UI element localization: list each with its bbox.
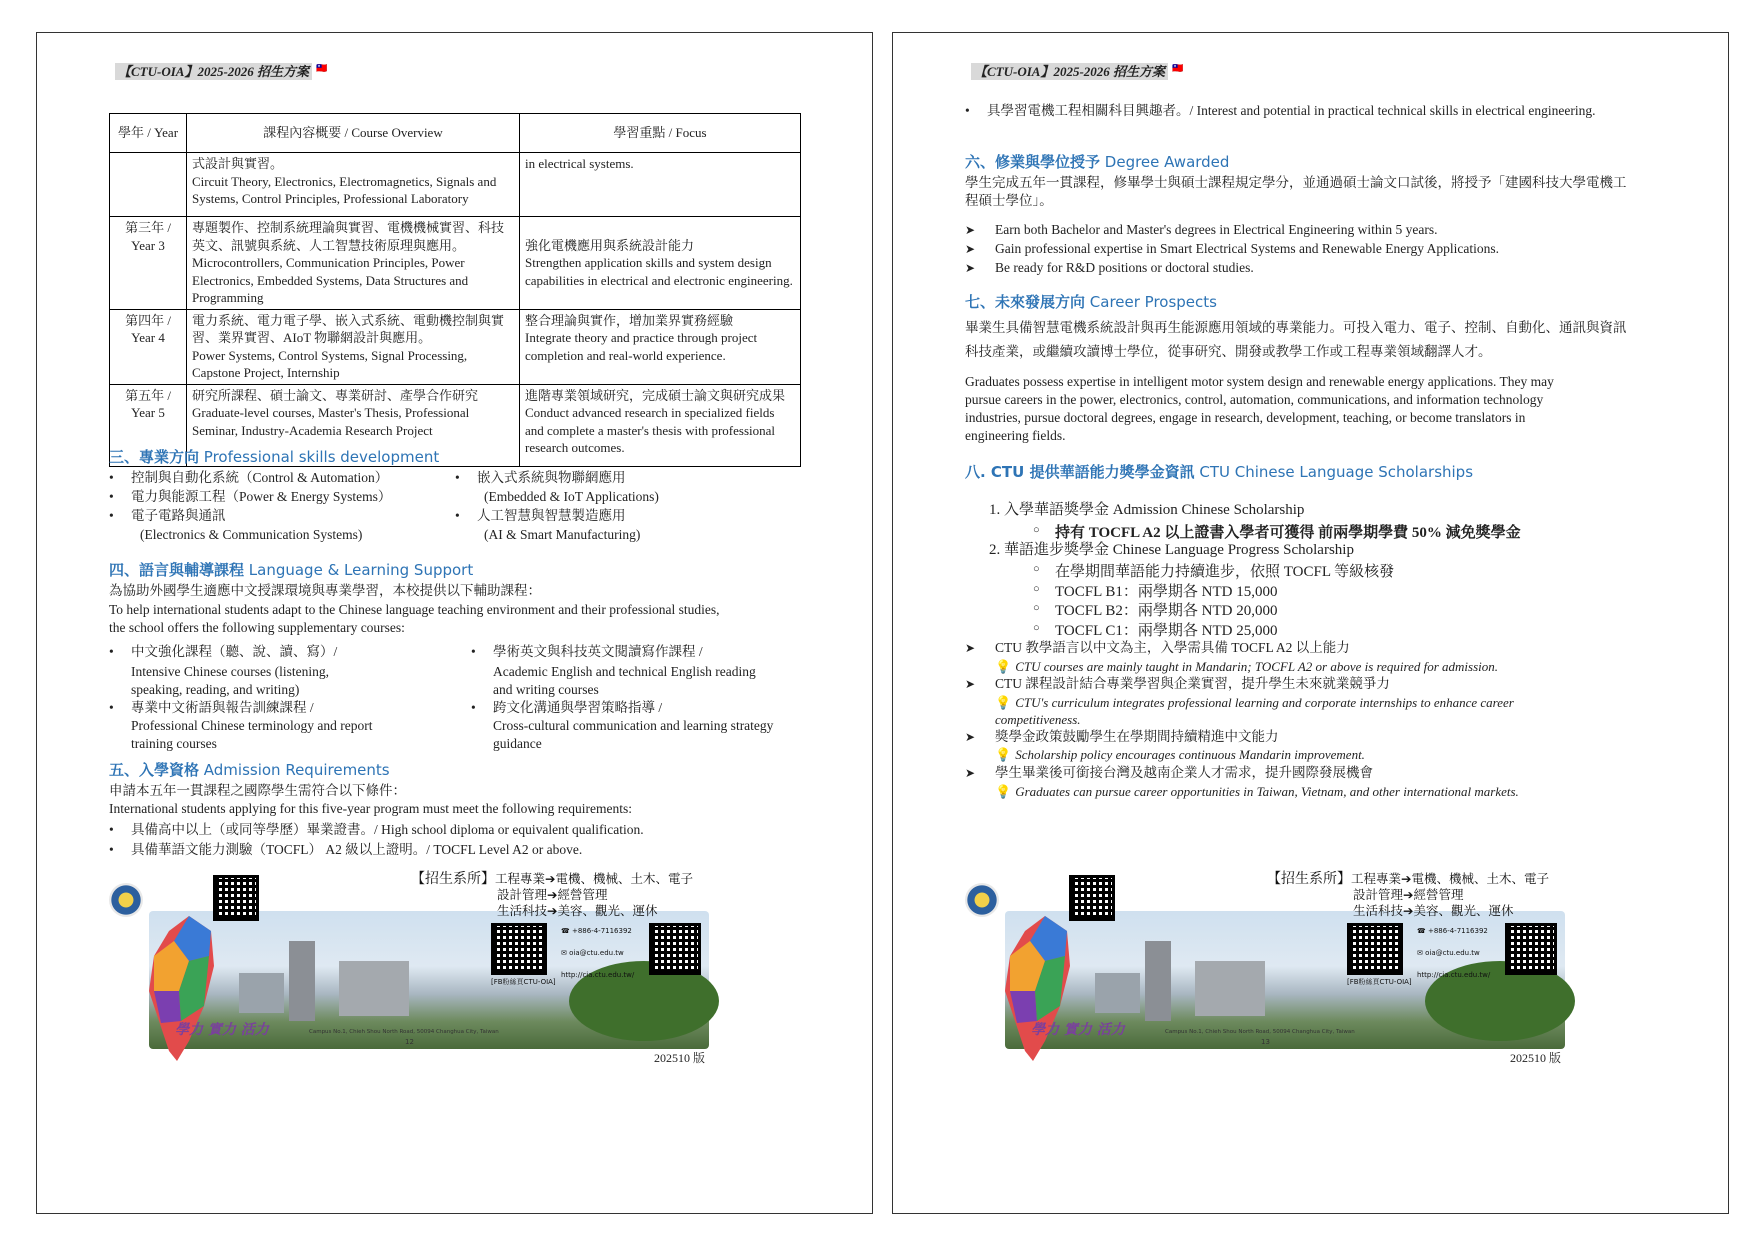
address: Campus No.1, Chieh Shou North Road, 50094 Changhua City, Taiwan: [309, 1029, 499, 1035]
fb-label: [FB粉絲頁CTU-OIA]: [491, 978, 556, 986]
table-cell-focus: in electrical systems.: [520, 153, 801, 217]
scholarship-title: 2. 華語進步獎學金 Chinese Language Progress Scholarship: [989, 542, 1354, 558]
fb-label: [FB粉絲頁CTU-OIA]: [1347, 978, 1412, 986]
section-heading-admission: 五、入學資格 Admission Requirements: [109, 761, 390, 779]
section-heading-career: 七、未來發展方向 Career Prospects: [965, 293, 1217, 311]
scholarship-item: ○ 在學期間華語能力持續進步，依照 TOCFL 等級核發: [1055, 560, 1394, 581]
paragraph: 為協助外國學生適應中文授課環境與專業學習，本校提供以下輔助課程：: [109, 583, 541, 598]
scholarship-item: ○ TOCFL B1：兩學期各 NTD 15,000: [1055, 580, 1278, 601]
phone-contact: ☎ +886-4-7116392: [1417, 927, 1488, 935]
building-shape: [1145, 941, 1171, 1021]
list-item: • 具學習電機工程相關科目興趣者。/ Interest and potential in practical technical skills in electrical engineering.: [987, 102, 1647, 120]
list-item: ➤ Gain professional expertise in Smart Electrical Systems and Renewable Energy Applications.: [995, 240, 1499, 258]
list-item-subtext: (AI & Smart Manufacturing): [484, 527, 641, 542]
phone-icon: ☎: [561, 927, 570, 935]
lightbulb-icon: 💡: [995, 659, 1012, 674]
section-heading-degree: 六、修業與學位授予 Degree Awarded: [965, 153, 1230, 171]
paragraph: Graduates possess expertise in intelligent motor system design and renewable energy applications. They may pursue careers in the power, electronics, control, automation, communications, and information technology industries, pursue doctoral degrees, engage in research, development, teaching, or become translators in engineering fields.: [965, 374, 1554, 443]
recruit-departments: 【招生系所】工程專業➔電機、機械、土木、電子 設計管理➔經營管理 生活科技➔美容、觀光、運休: [1267, 871, 1549, 918]
table-cell-overview: 研究所課程、碩士論文、專業研討、產學合作研究 Graduate-level courses, Master's Thesis, Professional Seminar, Industry-Academia Research Project: [187, 384, 520, 466]
table-cell-overview: 專題製作、控制系統理論與實習、電機機械實習、科技英文、訊號與系統、人工智慧技術原理與應用。 Microcontrollers, Communication Principles, Power Electronics, Embedded Systems, Data Structures and Programming: [187, 217, 520, 310]
building-shape: [339, 961, 409, 1016]
qr-code-icon[interactable]: [213, 875, 259, 921]
section-heading-language: 四、語言與輔導課程 Language & Learning Support: [109, 561, 474, 579]
qr-code-icon[interactable]: [1347, 923, 1403, 975]
table-cell-focus: 強化電機應用與系統設計能力 Strengthen application skills and system design capabilities in electrical and electronic engineering.: [520, 217, 801, 310]
note-tip: 💡 Graduates can pursue career opportunities in Taiwan, Vietnam, and other international markets.: [995, 784, 1519, 799]
list-item-subtext: (Electronics & Communication Systems): [140, 527, 363, 542]
page-header: 【CTU-OIA】2025-2026 招生方案 🇹🇼: [115, 61, 327, 80]
list-item: • 具備華語文能力測驗（TOCFL） A2 級以上證明。/ TOCFL Level A2 or above.: [131, 841, 582, 859]
slogan: 學力 實力 活力: [175, 1022, 269, 1038]
paragraph: To help international students adapt to the Chinese language teaching environment and their professional studies, the school offers the following supplementary courses:: [109, 602, 720, 635]
note-item: ➤ CTU 教學語言以中文為主，入學需具備 TOCFL A2 以上能力: [995, 639, 1350, 657]
recruitment-banner: [109, 871, 714, 1051]
list-item: • 電力與能源工程（Power & Energy Systems）: [131, 488, 391, 506]
building-shape: [289, 941, 315, 1021]
lightbulb-icon: 💡: [995, 747, 1012, 762]
phone-contact: ☎ +886-4-7116392: [561, 927, 632, 935]
page-header: 【CTU-OIA】2025-2026 招生方案 🇹🇼: [971, 61, 1183, 80]
table-header-row: [110, 114, 801, 153]
list-item: ➤ Be ready for R&D positions or doctoral studies.: [995, 259, 1254, 277]
note-item: ➤ 獎學金政策鼓勵學生在學期間持續精進中文能力: [995, 728, 1279, 746]
note-tip: 💡 CTU's curriculum integrates professional learning and corporate internships to enhance career competitiveness.: [995, 695, 1514, 727]
school-emblem-icon: [109, 883, 143, 917]
table-cell-overview: 式設計與實習。 Circuit Theory, Electronics, Electromagnetics, Signals and Systems, Control Principles, Professional Laboratory: [187, 153, 520, 217]
table-row: [110, 217, 801, 310]
qr-code-icon[interactable]: [491, 923, 547, 975]
page-left: [36, 32, 873, 1214]
list-item: • 學術英文與科技英文閱讀寫作課程 /: [493, 643, 703, 661]
scholarship-item: ○ 持有 TOCFL A2 以上證書入學者可獲得 前兩學期學費 50% 減免獎學金: [1055, 521, 1521, 542]
table-cell-year: [110, 153, 187, 217]
lightbulb-icon: 💡: [995, 695, 1012, 710]
list-item: • 跨文化溝通與學習策略指導 /: [493, 699, 662, 717]
list-item: • 具備高中以上（或同等學歷）畢業證書。/ High school diploma or equivalent qualification.: [131, 821, 644, 839]
table-row: [110, 153, 801, 217]
list-item-subtext: Cross-cultural communication and learning strategy guidance: [493, 718, 774, 751]
recruit-departments: 【招生系所】工程專業➔電機、機械、土木、電子 設計管理➔經營管理 生活科技➔美容、觀光、運休: [411, 871, 693, 918]
note-tip: 💡 Scholarship policy encourages continuous Mandarin improvement.: [995, 747, 1365, 762]
qr-code-icon[interactable]: [1069, 875, 1115, 921]
table-cell-focus: 整合理論與實作，增加業界實務經驗 Integrate theory and practice through project completion and real-world experience.: [520, 309, 801, 384]
paragraph: International students applying for this five-year program must meet the following requirements:: [109, 801, 632, 816]
page-number: 12: [405, 1038, 414, 1046]
mail-icon: ✉: [561, 949, 567, 957]
section-heading-scholarships: 八. CTU 提供華語能力獎學金資訊 CTU Chinese Language Scholarships: [965, 463, 1474, 481]
recruitment-banner: [965, 871, 1570, 1051]
page-number: 13: [1261, 1038, 1270, 1046]
course-table: [109, 113, 801, 467]
email-contact[interactable]: ✉ oia@ctu.edu.tw: [1417, 949, 1480, 957]
table-row: [110, 309, 801, 384]
table-cell-year: 第五年 / Year 5: [110, 384, 187, 466]
paragraph: 學生完成五年一貫課程，修畢學士與碩士課程規定學分，並通過碩士論文口試後，將授予「建國科技大學電機工程碩士學位」。: [965, 175, 1627, 208]
version-label: 202510 版: [1510, 1051, 1562, 1065]
list-item: • 專業中文術語與報告訓練課程 /: [131, 699, 314, 717]
list-item-subtext: Academic English and technical English reading and writing courses: [493, 664, 756, 697]
building-shape: [1095, 973, 1140, 1013]
scholarship-item: ○ TOCFL C1：兩學期各 NTD 25,000: [1055, 619, 1278, 640]
mail-icon: ✉: [1417, 949, 1423, 957]
taiwan-map-icon: [975, 911, 1085, 1071]
version-label: 202510 版: [654, 1051, 706, 1065]
building-shape: [239, 973, 284, 1013]
qr-code-icon[interactable]: [1505, 923, 1557, 975]
table-cell-year: 第三年 / Year 3: [110, 217, 187, 310]
taiwan-map-icon: [119, 911, 229, 1071]
paragraph: 申請本五年一貫課程之國際學生需符合以下條件：: [109, 783, 406, 798]
scholarship-item: ○ TOCFL B2：兩學期各 NTD 20,000: [1055, 599, 1278, 620]
col-focus: 學習重點 / Focus: [520, 114, 801, 153]
qr-code-icon[interactable]: [649, 923, 701, 975]
lightbulb-icon: 💡: [995, 784, 1012, 799]
list-item: • 中文強化課程（聽、說、讀、寫）/: [131, 643, 337, 661]
address: Campus No.1, Chieh Shou North Road, 50094 Changhua City, Taiwan: [1165, 1029, 1355, 1035]
scholarship-title: 1. 入學華語獎學金 Admission Chinese Scholarship: [989, 502, 1305, 518]
col-overview: 課程內容概要 / Course Overview: [187, 114, 520, 153]
note-item: ➤ 學生畢業後可銜接台灣及越南企業人才需求，提升國際發展機會: [995, 764, 1373, 782]
slogan: 學力 實力 活力: [1031, 1022, 1125, 1038]
list-item: • 電子電路與通訊: [131, 507, 226, 525]
note-item: ➤ CTU 課程設計結合專業學習與企業實習，提升學生未來就業競爭力: [995, 675, 1390, 693]
list-item-subtext: (Embedded & IoT Applications): [484, 489, 659, 504]
paragraph: 畢業生具備智慧電機系統設計與再生能源應用領域的專業能力。可投入電力、電子、控制、自動化、通訊與資訊科技產業，或繼續攻讀博士學位，從事研究、開發或教學工作或工程專業領域翻譯人才。: [965, 320, 1627, 359]
website-link[interactable]: http://cia.ctu.edu.tw/: [561, 971, 635, 979]
list-item-subtext: Professional Chinese terminology and report training courses: [131, 718, 373, 751]
list-item-subtext: Intensive Chinese courses (listening, speaking, reading, and writing): [131, 664, 329, 697]
table-cell-year: 第四年 / Year 4: [110, 309, 187, 384]
col-year: 學年 / Year: [110, 114, 187, 153]
page-right: [892, 32, 1729, 1214]
table-cell-overview: 電力系統、電力電子學、嵌入式系統、電動機控制與實習、業界實習、AIoT 物聯網設計與應用。 Power Systems, Control Systems, Signal Processing, Capstone Project, Internship: [187, 309, 520, 384]
school-emblem-icon: [965, 883, 999, 917]
section-heading-skills: 三、專業方向 Professional skills development: [109, 448, 440, 466]
list-item: • 人工智慧與智慧製造應用: [477, 507, 626, 525]
list-item: • 嵌入式系統與物聯網應用: [477, 469, 626, 487]
phone-icon: ☎: [1417, 927, 1426, 935]
list-item: • 控制與自動化系統（Control & Automation）: [131, 469, 388, 487]
flag-icon: 🇹🇼: [1172, 62, 1184, 73]
note-tip: 💡 CTU courses are mainly taught in Mandarin; TOCFL A2 or above is required for admission.: [995, 659, 1499, 674]
email-contact[interactable]: ✉ oia@ctu.edu.tw: [561, 949, 624, 957]
table-cell-focus: 進階專業領域研究，完成碩士論文與研究成果 Conduct advanced research in specialized fields and complete a master's thesis with professional research outcomes.: [520, 384, 801, 466]
website-link[interactable]: http://cia.ctu.edu.tw/: [1417, 971, 1491, 979]
building-shape: [1195, 961, 1265, 1016]
flag-icon: 🇹🇼: [316, 62, 328, 73]
list-item: ➤ Earn both Bachelor and Master's degrees in Electrical Engineering within 5 years.: [995, 221, 1438, 239]
